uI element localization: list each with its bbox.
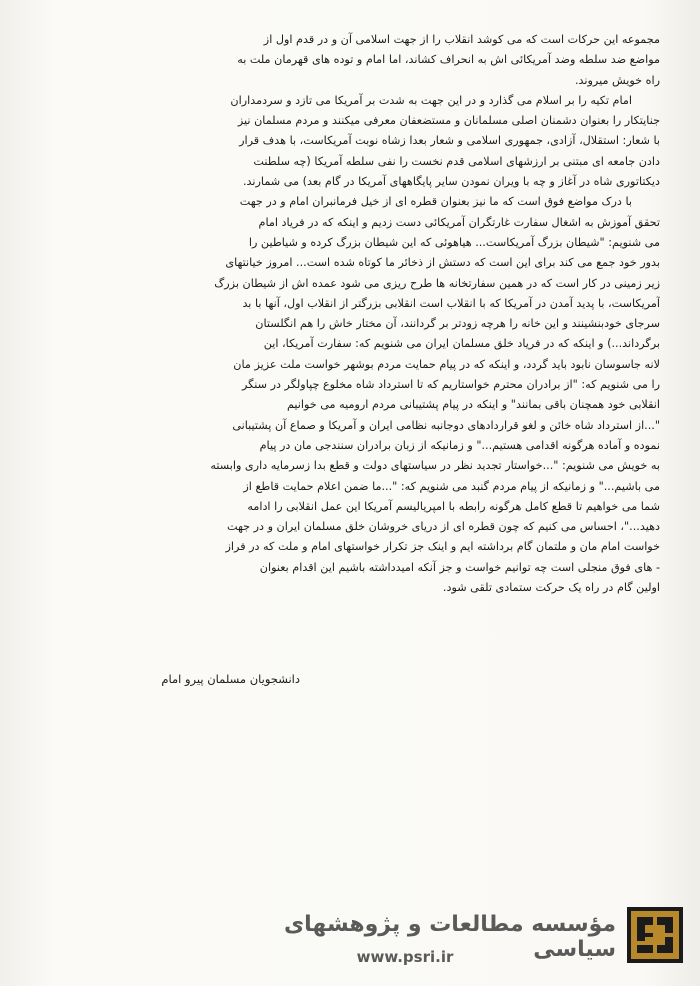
text-line: مجموعه این حرکات است که می کوشد انقلاب را از جهت اسلامی آن و در قدم اول از — [263, 33, 660, 46]
text-line: لانه جاسوسان نابود باید گردد، و اینکه که در پیام حمایت مردم بوشهر خواست ملت عزیز مان — [233, 357, 660, 371]
website-url: www.psri.ir — [356, 948, 454, 966]
text-line: - های فوق منجلی است چه توانیم خواست و جز آنکه امیدداشته باشیم این اقدام بعنوان — [259, 560, 660, 574]
text-line: امام تکیه را بر اسلام می گذارد و در این جهت به شدت بر آمریکا می تازد و سردمداران — [230, 93, 632, 107]
document-body — [60, 30, 660, 598]
text-line: برگرداند...) و اینکه که در فریاد خلق مسلمان ایران می شنویم که: سفارت آمریکا، این — [263, 337, 660, 351]
text-line: خواست امام مان و ملتمان گام برداشته ایم و اینک جز تکرار خواستهای امام و ملت که در فراز — [225, 540, 660, 554]
text-line: را می شنویم که: "از برادران محترم خواستاریم که تا استرداد شاه مخلوع چپاولگر در سنگر — [241, 378, 660, 392]
institute-name: مؤسسه مطالعات و پژوهشهای سیاسی — [284, 912, 616, 962]
text-line: انقلابی خود همچنان باقی بمانند" و اینکه در پیام پشتیبانی مردم ارومیه می خوانیم — [286, 398, 660, 412]
text-line: شما می خواهیم تا قطع کامل هرگونه رابطه با امپریالیسم آمریکا این عمل انقلابی را ادامه — [247, 499, 660, 513]
text-line: زیر زمینی در کار است که در همین سفارتخانه ها طرح ریزی می شود عمده اش از شیطان بزرگ — [214, 276, 660, 290]
psri-logo-icon — [627, 907, 683, 963]
text-line: دادن جامعه ای مبتنی بر ارزشهای اسلامی قدم نخست را نفی سلطه آمریکا (چه سلطنت — [253, 154, 660, 168]
text-line: مواضع ضد سلطه وضد آمریکائی اش به انحراف کشاند، اما امام و توده های قهرمان ملت به — [237, 53, 660, 67]
text-line: بدور خود جمع می کند برای این است که دستش از ذخائر ما کوتاه شده است... امروز خیانتهای — [225, 256, 660, 270]
text-line: سرجای خودبنشینند و این خانه را هرچه زودتر بر گردانند، آن مختار خاش را هم انگلستان — [255, 317, 660, 331]
text-line: "...از استرداد شاه خائن و لغو قراردادهای دوجانبه نظامی ایران و آمریکا و صماع آن پشتیبانی — [232, 418, 660, 432]
text-line: می باشیم..." و زمانیکه از پیام مردم گنبد می شنویم که: "...ما ضمن اعلام حمایت قاطع از — [243, 479, 660, 493]
text-line: با شعار: استقلال، آزادی، جمهوری اسلامی و شعار بعدا زشاه نوبت آمریکاست، با هدف قرار — [239, 134, 660, 148]
text-line: به خویش می شنویم: "...خواستار تجدید نظر در سیاستهای دولت و قطع بدا زسرمایه داری وابسته — [210, 459, 660, 473]
text-line: با درک مواضع فوق است که ما نیز بعنوان قطره ای از خیل فرمانبران امام و در جهت — [239, 195, 632, 209]
text-line: می شنویم: "شیطان بزرگ آمریکاست... هیاهوئی که این شیطان بزرگ کرده و شیاطین را — [248, 235, 660, 249]
text-line: راه خویش میروند. — [574, 73, 660, 87]
text-line: دیکتاتوری شاه در آغاز و چه با ویران نمودن سایر پایگاههای آمریکا در گام بعد) می شمارند. — [242, 175, 660, 189]
text-line: دهید..."، احساس می کنیم که چون قطره ای از دریای خروشان خلق مسلمان ایران و در جهت — [227, 520, 660, 534]
text-line: تحقق آموزش به اشغال سفارت غارتگران آمریکائی دست زدیم و اینکه که در فریاد امام — [258, 215, 660, 229]
text-line: جنایتکار را بعنوان دشمنان اصلی مسلمانان و مستضعفان معرفی میکنند و مردم مسلمان نیز — [237, 114, 660, 128]
text-line: اولین گام در راه یک حرکت ستمادی تلقی شود. — [442, 581, 660, 595]
signature: دانشجویان مسلمان پیرو امام — [161, 672, 300, 686]
text-line: نموده و آماده هرگونه اقدامی هستیم..." و زمانیکه از زبان برادران سنندجی مان در پیام — [259, 438, 660, 452]
text-line: آمریکاست، با پدید آمدن در آمریکا که با انقلاب است انقلابی بزرگتر از انقلاب اول، آنها با بد — [242, 296, 660, 310]
